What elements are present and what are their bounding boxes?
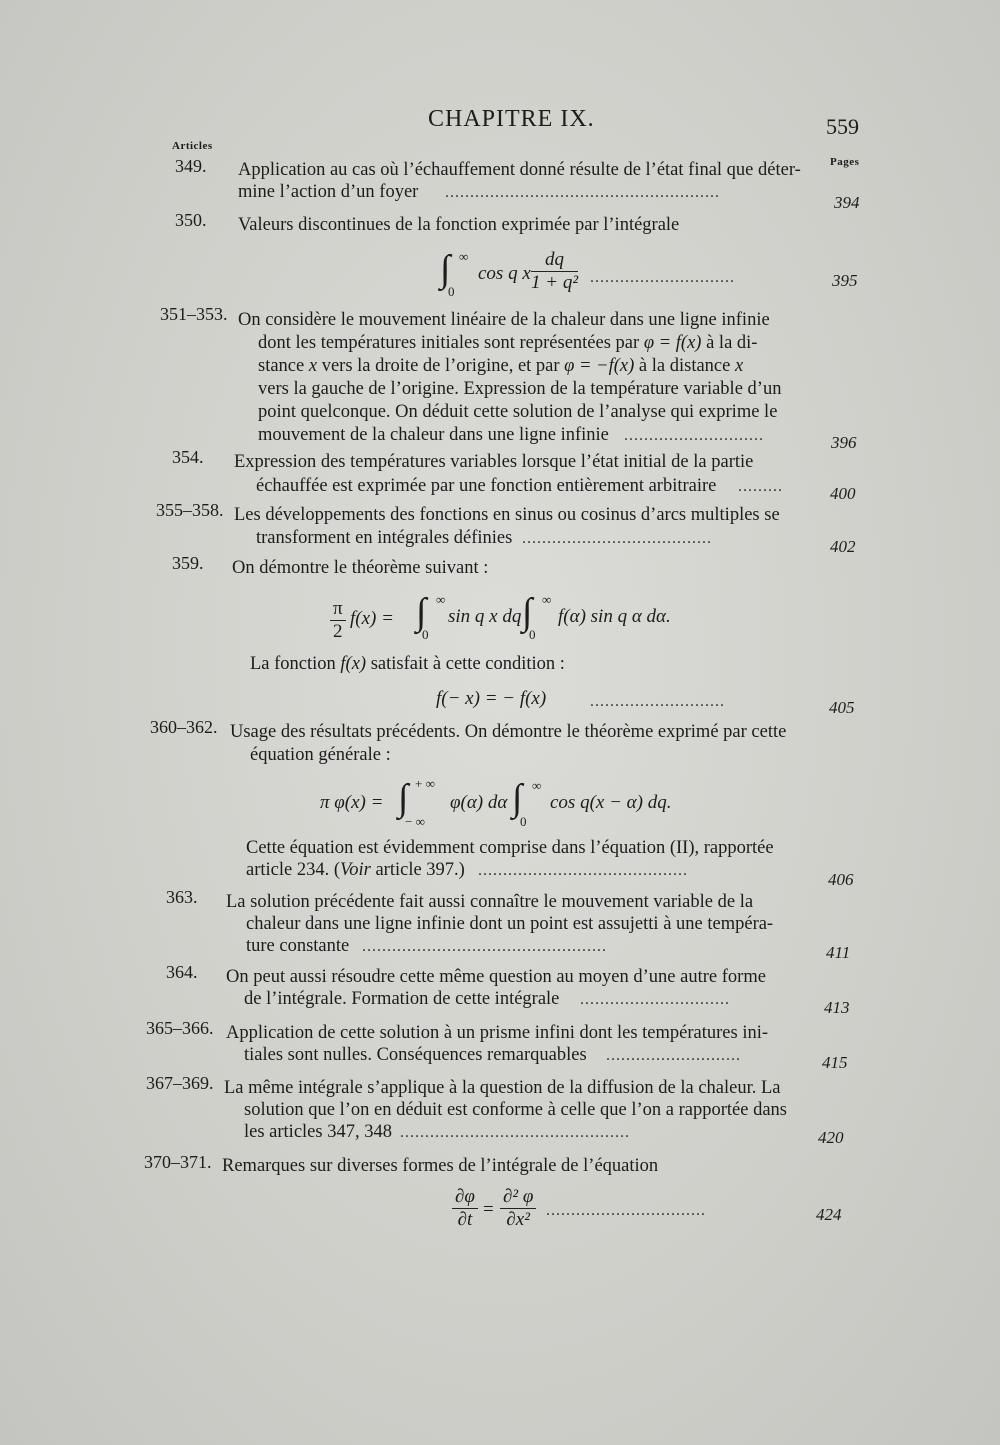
integral-sign: ∫	[512, 777, 523, 819]
integral-lower-limit: 0	[529, 627, 536, 642]
integrand: φ(α) dα	[450, 792, 508, 813]
integrand: cos q x	[478, 263, 531, 284]
entry-349-number: 349.	[175, 156, 207, 176]
integrand: cos q(x − α) dq.	[550, 792, 672, 813]
entry-355-page: 402	[830, 537, 856, 556]
entry-370-page: 424	[816, 1205, 842, 1224]
entry-351-line-5: point quelconque. On déduit cette solution de l’analyse qui exprime le	[258, 402, 778, 422]
leader-dots: ............................	[624, 427, 764, 444]
entry-367-page: 420	[818, 1128, 844, 1147]
entry-363-number: 363.	[166, 887, 198, 907]
math-var: x	[308, 356, 318, 376]
articles-column-label: Articles	[172, 140, 213, 152]
entry-360-line-2: équation générale :	[250, 745, 391, 765]
integral-upper-limit: ∞	[532, 778, 542, 793]
entry-365-page: 415	[822, 1053, 848, 1072]
entry-370-number: 370–371.	[144, 1152, 212, 1172]
math-expr: f(x) =	[350, 608, 394, 629]
integral-upper-limit: ∞	[542, 592, 552, 607]
page-number: 559	[826, 114, 859, 139]
fraction-numerator: π	[330, 598, 346, 621]
entry-364-line-1: On peut aussi résoudre cette même question au moyen d’une autre forme	[226, 967, 766, 987]
fraction	[330, 598, 346, 643]
math-var: x	[734, 356, 744, 376]
entry-370-line-1: Remarques sur diverses formes de l’intégrale de l’équation	[222, 1156, 659, 1176]
integrand: sin q x dq	[448, 606, 522, 627]
entry-365-line-1: Application de cette solution à un prisme infini dont les températures ini-	[226, 1023, 769, 1043]
integrand: f(α) sin q α dα.	[558, 606, 671, 627]
fraction-denominator: 2	[333, 621, 343, 642]
fraction-denominator: ∂t	[457, 1209, 473, 1230]
entry-351-text: vers la droite de l’origine, et par	[321, 356, 560, 376]
entry-351-line-3	[258, 356, 743, 377]
entry-364-number: 364.	[166, 962, 198, 982]
fraction-denominator: 1 + q²	[531, 272, 579, 293]
entry-351-number: 351–353.	[160, 304, 228, 324]
math-expr: f(− x) = − f(x)	[436, 688, 547, 709]
leader-dots: .......................................................	[445, 184, 720, 201]
integral-lower-limit: 0	[422, 627, 429, 642]
entry-360-line-4	[246, 860, 465, 881]
entry-363-page: 411	[826, 943, 851, 962]
entry-354-page: 400	[830, 484, 856, 503]
leader-dots: ................................	[546, 1202, 706, 1219]
fraction	[531, 249, 578, 294]
entry-367-line-3: les articles 347, 348	[244, 1122, 392, 1142]
leader-dots: .........	[738, 478, 783, 495]
entry-360-page: 406	[828, 870, 854, 889]
entry-351-line-6: mouvement de la chaleur dans une ligne infinie	[258, 425, 609, 445]
leader-dots: ..............................	[580, 991, 730, 1008]
entry-351-line-1: On considère le mouvement linéaire de la chaleur dans une ligne infinie	[238, 310, 770, 330]
entry-355-line-1: Les développements des fonctions en sinus ou cosinus d’arcs multiples se	[234, 505, 780, 525]
entry-349-line-2: mine l’action d’un foyer	[238, 182, 419, 202]
entry-360-text: article 397.)	[375, 860, 465, 880]
entry-350-number: 350.	[175, 210, 207, 230]
leader-dots: ...........................	[606, 1047, 741, 1064]
fraction	[452, 1186, 478, 1231]
entry-365-line-2: tiales sont nulles. Conséquences remarquables	[244, 1045, 587, 1065]
entry-354-line-1: Expression des températures variables lorsque l’état initial de la partie	[234, 452, 754, 472]
equals-sign: =	[483, 1199, 494, 1220]
integral-lower-limit: 0	[520, 814, 527, 829]
entry-367-line-2: solution que l’on en déduit est conforme à celle que l’on a rapportée dans	[244, 1100, 787, 1120]
chapter-title: CHAPITRE IX.	[428, 106, 595, 132]
entry-360-text: article 234. (	[246, 860, 340, 880]
entry-351-text: à la distance	[638, 356, 731, 376]
math-expr: φ = −f(x)	[564, 356, 635, 376]
fraction-numerator: ∂φ	[452, 1186, 478, 1209]
entry-367-number: 367–369.	[146, 1073, 214, 1093]
entry-355-line-2: transforment en intégrales définies	[256, 528, 513, 548]
entry-360-voir: Voir	[340, 860, 371, 880]
entry-350-page: 395	[832, 271, 858, 290]
entry-350-line-1: Valeurs discontinues de la fonction exprimée par l’intégrale	[238, 215, 680, 235]
integral-sign: ∫	[522, 591, 533, 633]
math-expr: f(x)	[340, 654, 367, 674]
entry-351-text: à la di-	[706, 333, 758, 353]
entry-360-line-3: Cette équation est évidemment comprise dans l’équation (II), rapportée	[246, 838, 774, 858]
entry-351-text: dont les températures initiales sont représentées par	[258, 333, 640, 353]
fraction-numerator: ∂² φ	[500, 1186, 536, 1209]
integral-lower-limit: − ∞	[405, 814, 425, 829]
integral-upper-limit: ∞	[459, 249, 469, 264]
math-expr: φ = f(x)	[643, 333, 702, 353]
entry-359-text: La fonction	[250, 654, 336, 674]
integral-lower-limit: 0	[448, 284, 455, 299]
entry-359-page: 405	[829, 698, 855, 717]
entry-360-number: 360–362.	[150, 717, 218, 737]
entry-359-number: 359.	[172, 553, 204, 573]
entry-363-line-3: ture constante	[246, 936, 350, 956]
leader-dots: .............................	[590, 269, 735, 286]
leader-dots: .................................................	[362, 938, 607, 955]
fraction-numerator: dq	[531, 249, 578, 272]
entry-355-number: 355–358.	[156, 500, 224, 520]
entry-363-line-1: La solution précédente fait aussi connaître le mouvement variable de la	[226, 892, 754, 912]
entry-349-page: 394	[834, 193, 860, 212]
entry-359-text: satisfait à cette condition :	[370, 654, 565, 674]
entry-367-line-1: La même intégrale s’applique à la question de la diffusion de la chaleur. La	[224, 1078, 781, 1098]
integral-upper-limit: + ∞	[415, 776, 435, 791]
entry-365-number: 365–366.	[146, 1018, 214, 1038]
entry-351-page: 396	[831, 433, 857, 452]
integral-sign: ∫	[416, 591, 427, 633]
leader-dots: ...........................	[590, 693, 725, 710]
entry-351-line-4: vers la gauche de l’origine. Expression de la température variable d’un	[258, 379, 782, 399]
leader-dots: ..........................................	[478, 862, 688, 879]
entry-351-line-2	[258, 333, 757, 354]
entry-359-line-2	[250, 654, 565, 675]
entry-364-line-2: de l’intégrale. Formation de cette intégrale	[244, 989, 560, 1009]
entry-364-page: 413	[824, 998, 850, 1017]
entry-349-line-1: Application au cas où l’échauffement donné résulte de l’état final que déter-	[238, 160, 801, 180]
fraction-denominator: ∂x²	[506, 1209, 530, 1230]
leader-dots: ..............................................	[400, 1124, 630, 1141]
entry-359-line-1: On démontre le théorème suivant :	[232, 558, 489, 578]
entry-354-line-2: échauffée est exprimée par une fonction entièrement arbitraire	[256, 476, 717, 496]
math-expr: π φ(x) =	[320, 792, 384, 813]
fraction	[500, 1186, 536, 1231]
entry-360-line-1: Usage des résultats précédents. On démontre le théorème exprimé par cette	[230, 722, 787, 742]
integral-sign: ∫	[398, 777, 409, 819]
pages-column-label: Pages	[830, 156, 860, 168]
integral-sign: ∫	[440, 248, 451, 290]
integral-upper-limit: ∞	[436, 592, 446, 607]
entry-351-text: stance	[258, 356, 305, 376]
entry-363-line-2: chaleur dans une ligne infinie dont un point est assujetti à une tempéra-	[246, 914, 774, 934]
leader-dots: ......................................	[522, 530, 712, 547]
entry-354-number: 354.	[172, 447, 204, 467]
